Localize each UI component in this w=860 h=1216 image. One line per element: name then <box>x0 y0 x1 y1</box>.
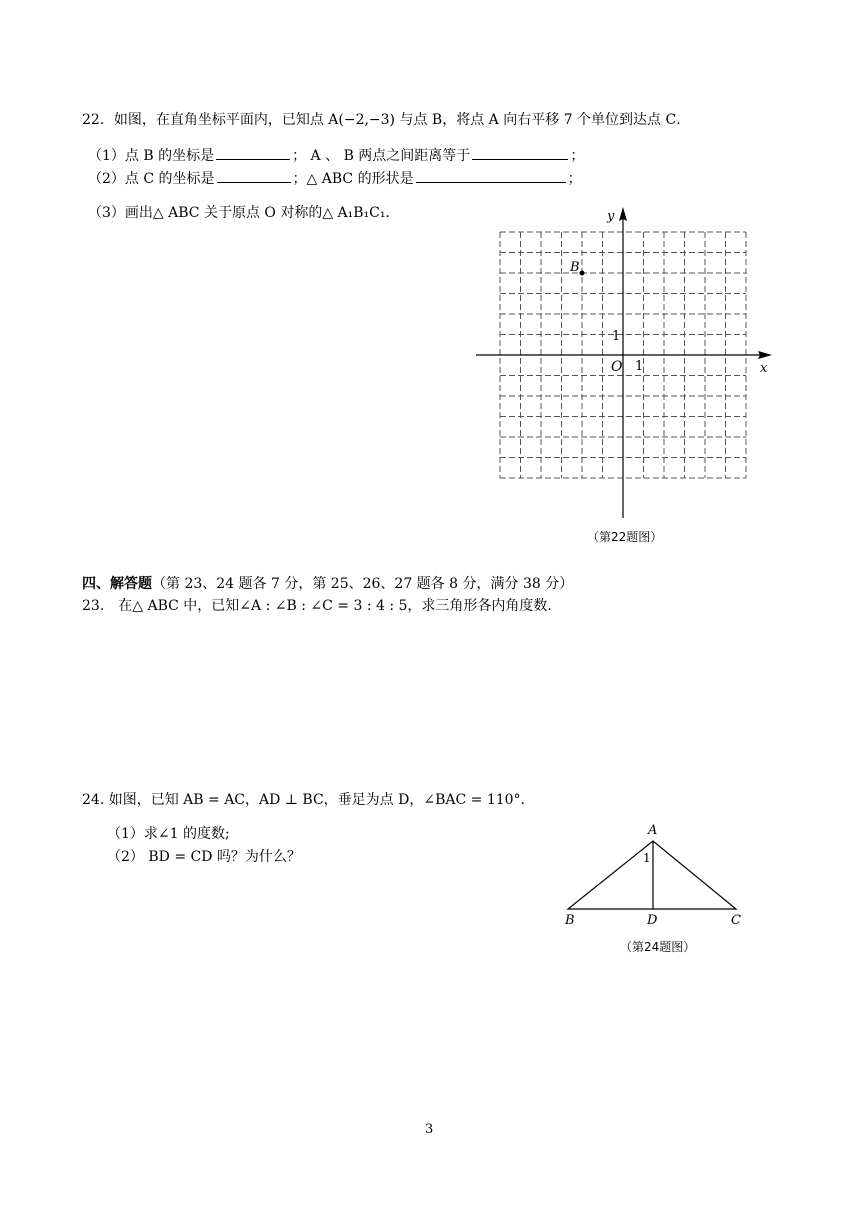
q22-part1-text-b: ； A 、 B 两点之间距离等于 <box>292 148 471 164</box>
coordinate-grid-figure <box>470 200 780 520</box>
q22-part1-text-c: ； <box>570 148 585 164</box>
triangle-figure <box>560 815 750 930</box>
answer-blank-triangle-shape[interactable] <box>416 168 566 183</box>
vertex-a-label: A <box>648 823 658 838</box>
x-unit-tick-label: 1 <box>635 359 644 374</box>
figure24-caption: （第24题图） <box>620 940 696 954</box>
q22-part2-text-b: ；△ ABC 的形状是 <box>292 171 414 187</box>
q22-part2 <box>88 168 582 189</box>
point-b-dot <box>580 271 585 276</box>
section4-heading: 四、解答题 <box>82 576 152 592</box>
point-b-label: B <box>570 260 580 275</box>
answer-blank-b-coord[interactable] <box>216 145 290 160</box>
q22-stem: 22．如图，在直角坐标平面内，已知点 A(−2,−3) 与点 B，将点 A 向右平移 7 个单位到达点 C． <box>82 112 691 128</box>
section4-note: （第 23、24 题各 7 分，第 25、26、27 题各 8 分，满分 38 分） <box>152 576 574 592</box>
answer-blank-ab-distance[interactable] <box>472 145 568 160</box>
figure22-caption: （第22题图） <box>587 530 663 544</box>
q22-part2-text-a: （2）点 C 的坐标是 <box>88 171 215 187</box>
q22-part2-text-c: ； <box>567 171 582 187</box>
x-axis-arrow-icon <box>758 351 772 359</box>
y-axis-arrow-icon <box>619 207 627 221</box>
triangle-abc <box>568 841 736 909</box>
origin-label: O <box>611 359 623 375</box>
page-number: 3 <box>425 1122 434 1137</box>
vertex-c-label: C <box>731 913 741 928</box>
x-axis-label: x <box>760 361 768 376</box>
y-unit-tick-label: 1 <box>612 329 621 344</box>
angle-1-label: 1 <box>643 851 651 865</box>
y-axis-label: y <box>607 209 615 224</box>
q24-part1: （1）求∠1 的度数; <box>107 826 230 842</box>
vertex-b-label: B <box>565 913 575 928</box>
answer-blank-c-coord[interactable] <box>217 168 291 183</box>
q22-part1-text-a: （1）点 B 的坐标是 <box>88 148 215 164</box>
q24-stem: 24. 如图，已知 AB = AC，AD ⊥ BC，垂足为点 D，∠BAC = 110°． <box>82 792 535 808</box>
q23-text: 23. 在△ ABC 中，已知∠A : ∠B : ∠C = 3 : 4 : 5，求三角形各内角度数. <box>82 598 552 614</box>
q22-part1 <box>88 145 584 166</box>
q22-part3: （3）画出△ ABC 关于原点 O 对称的△ A₁B₁C₁． <box>88 205 400 221</box>
point-d-label: D <box>647 913 658 928</box>
q24-part2: （2） BD = CD 吗？为什么？ <box>107 849 301 865</box>
section4-heading-line <box>82 574 573 594</box>
